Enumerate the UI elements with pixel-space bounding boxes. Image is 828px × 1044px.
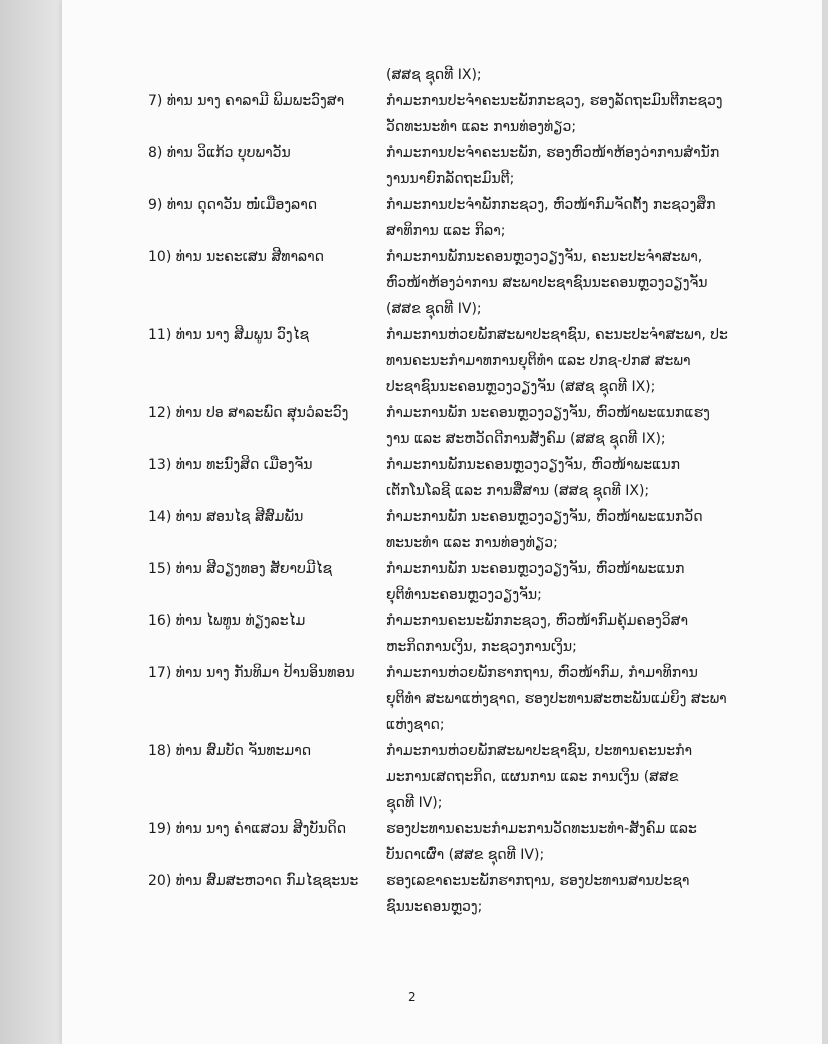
role-line: ກຳມະການພັກນະຄອນຫຼວງວຽງຈັນ, ຫົວໜ້າພະແນກ — [386, 457, 680, 473]
list-item — [148, 738, 708, 816]
entry-name: 8) ທ່ານ ວິແກ້ວ ບຸບພາວັນ — [148, 145, 291, 161]
role-line: (ສສຂ ຊຸດທີ IV); — [386, 301, 482, 317]
entry-role — [386, 556, 708, 608]
entry-name: 17) ທ່ານ ນາງ ກັນທິມາ ປ້ານອິນທອນ — [148, 665, 355, 681]
list-item — [148, 140, 720, 192]
role-line: ປະຊາຊົນນະຄອນຫຼວງວຽງຈັນ (ສສຊ ຊຸດທີ IX); — [386, 379, 656, 395]
role-line: ງານ ແລະ ສະຫວັດດີການສັງຄົມ (ສສຊ ຊຸດທີ IX); — [386, 431, 666, 447]
role-line: ເຕັກໂນໂລຊີ ແລະ ການສື່ສານ (ສສຊ ຊຸດທີ IX); — [386, 483, 650, 499]
list-item — [148, 816, 708, 868]
list-item — [148, 244, 708, 322]
role-line: ກຳມະການພັກ ນະຄອນຫຼວງວຽງຈັນ, ຫົວໜ້າພະແນກແຮງ — [386, 405, 710, 421]
entry-name: 19) ທ່ານ ນາງ ຄຳແສວນ ສີງບັນດິດ — [148, 821, 347, 837]
list-item — [148, 660, 727, 738]
entry-name: 11) ທ່ານ ນາງ ສີມພູນ ວົງໄຊ — [148, 327, 310, 343]
role-line: (ສສຊ ຊຸດທີ IX); — [386, 67, 482, 83]
entry-name: 15) ທ່ານ ສີວຽງທອງ ສັຍາບມີໄຊ — [148, 561, 333, 577]
entry-role — [386, 868, 708, 920]
entry-role — [386, 816, 708, 868]
entry-name: 10) ທ່ານ ນະຄະເສນ ສີທາລາດ — [148, 249, 325, 265]
role-line: ທານຄະນະກຳມາທການຍຸຕິທຳ ແລະ ປກຊ-ປກສ ສະພາ — [386, 353, 691, 369]
role-line: ຫົວໜ້າຫ້ອງວ່າການ ສະພາປະຊາຊົນນະຄອນຫຼວງວຽງຈັນ — [386, 275, 708, 291]
entry-name: 7) ທ່ານ ນາງ ຄາລາມີ ພິມພະວົງສາ — [148, 93, 345, 109]
entry-role — [386, 452, 708, 504]
list-item — [148, 192, 716, 244]
role-line: ກຳມະການຫ່ວຍພັກສະພາປະຊາຊົນ, ຄະນະປະຈຳສະພາ, ປະ — [386, 327, 728, 343]
list-item — [148, 608, 708, 660]
list-item — [148, 556, 708, 608]
role-line: ຍຸຕິທຳ ສະພາແຫ່ງຊາດ, ຮອງປະທານສະຫະພັນແມ່ຍິງ ສະພາ — [386, 691, 727, 707]
role-line: ຫະກິດການເງິນ, ກະຊວງການເງິນ; — [386, 639, 577, 655]
role-line: ມະການເສດຖະກິດ, ແຜນການ ແລະ ການເງິນ (ສສຂ — [386, 769, 679, 785]
role-line: ກຳມະການປະຈຳຄະນະພັກ, ຮອງຫົວໜ້າຫ້ອງວ່າການສຳນັກ — [386, 145, 720, 161]
list-item — [148, 322, 728, 400]
entry-name: 20) ທ່ານ ສົມສະຫວາດ ກົມໄຊຊະນະ — [148, 873, 359, 889]
entry-role — [386, 738, 708, 816]
entry-name: 14) ທ່ານ ສອນໄຊ ສີສົມພັນ — [148, 509, 304, 525]
entry-name: 18) ທ່ານ ສົມບັດ ຈັນທະມາດ — [148, 743, 312, 759]
role-line: ກຳມະການຫ່ວຍພັກສະພາປະຊາຊົນ, ປະທານຄະນະກຳ — [386, 743, 693, 759]
document-content — [148, 62, 728, 920]
role-line: ວັດທະນະທຳ ແລະ ການທ່ອງທ່ຽວ; — [386, 119, 577, 135]
entries-list — [148, 88, 728, 920]
role-line: ກຳມະການພັກ ນະຄອນຫຼວງວຽງຈັນ, ຫົວໜ້າພະແນກວັດ — [386, 509, 703, 525]
role-line: ບັນດາເຜົ່າ (ສສຂ ຊຸດທີ IV); — [386, 847, 545, 863]
role-line: ແຫ່ງຊາດ; — [386, 717, 445, 733]
entry-role — [386, 140, 719, 192]
list-item — [148, 88, 723, 140]
entry-role — [386, 660, 727, 738]
list-item — [148, 452, 708, 504]
continuation-row — [148, 62, 708, 88]
role-line: ຍຸຕິທຳນະຄອນຫຼວງວຽງຈັນ; — [386, 587, 542, 603]
list-item — [148, 504, 708, 556]
entry-role — [386, 62, 708, 88]
role-line: ຮອງປະທານຄະນະກຳມະການວັດທະນະທຳ-ສັງຄົມ ແລະ — [386, 821, 697, 837]
entry-role — [386, 608, 708, 660]
entry-role — [386, 504, 708, 556]
entry-name: 13) ທ່ານ ທະນົງສິດ ເມືອງຈັນ — [148, 457, 313, 473]
entry-role — [386, 244, 708, 322]
role-line: ກຳມະການປະຈຳຄະນະພັກກະຊວງ, ຮອງລັດຖະມົນຕີກະຊວງ — [386, 93, 723, 109]
entry-role — [386, 322, 728, 400]
entry-name: 9) ທ່ານ ດຸດາວັນ ໜໍ່ເມືອງລາດ — [148, 197, 318, 213]
role-line: ສາທິການ ແລະ ກິລາ; — [386, 223, 506, 239]
entry-role — [386, 192, 715, 244]
role-line: ທະນະທຳ ແລະ ການທ່ອງທ່ຽວ; — [386, 535, 558, 551]
role-line: ກຳມະການຄະນະພັກກະຊວງ, ຫົວໜ້າກົມຄຸ້ມຄອງວິສາ — [386, 613, 689, 629]
page-number: 2 — [408, 990, 416, 1004]
list-item — [148, 868, 708, 920]
role-line: ຊົນນະຄອນຫຼວງ; — [386, 899, 483, 915]
entry-name: 12) ທ່ານ ປອ ສາລະພົດ ສຸນວໍລະວົງ — [148, 405, 349, 421]
role-line: ກຳມະການພັກນະຄອນຫຼວງວຽງຈັນ, ຄະນະປະຈຳສະພາ, — [386, 249, 703, 265]
entry-role — [386, 400, 710, 452]
role-line: ກຳມະການຫ່ວຍພັກຮາກຖານ, ຫົວໜ້າກົມ, ກຳມາທິການ — [386, 665, 698, 681]
page-edge-shadow — [0, 0, 62, 1044]
role-line: ກຳມະການພັກ ນະຄອນຫຼວງວຽງຈັນ, ຫົວໜ້າພະແນກ — [386, 561, 685, 577]
role-line: ງານນາຍົກລັດຖະມົນຕີ; — [386, 171, 515, 187]
role-line: ກຳມະການປະຈຳພັກກະຊວງ, ຫົວໜ້າກົມຈັດຕັ້ງ ກະຊວງສຶກ — [386, 197, 716, 213]
entry-name-empty — [148, 62, 386, 88]
list-item — [148, 400, 708, 452]
entry-name: 16) ທ່ານ ໄພທູນ ທ່ຽງລະໄມ — [148, 613, 306, 629]
entry-role — [386, 88, 723, 140]
role-line: ຊຸດທີ IV); — [386, 795, 443, 811]
role-line: ຮອງເລຂາຄະນະພັກຮາກຖານ, ຮອງປະທານສານປະຊາ — [386, 873, 690, 889]
